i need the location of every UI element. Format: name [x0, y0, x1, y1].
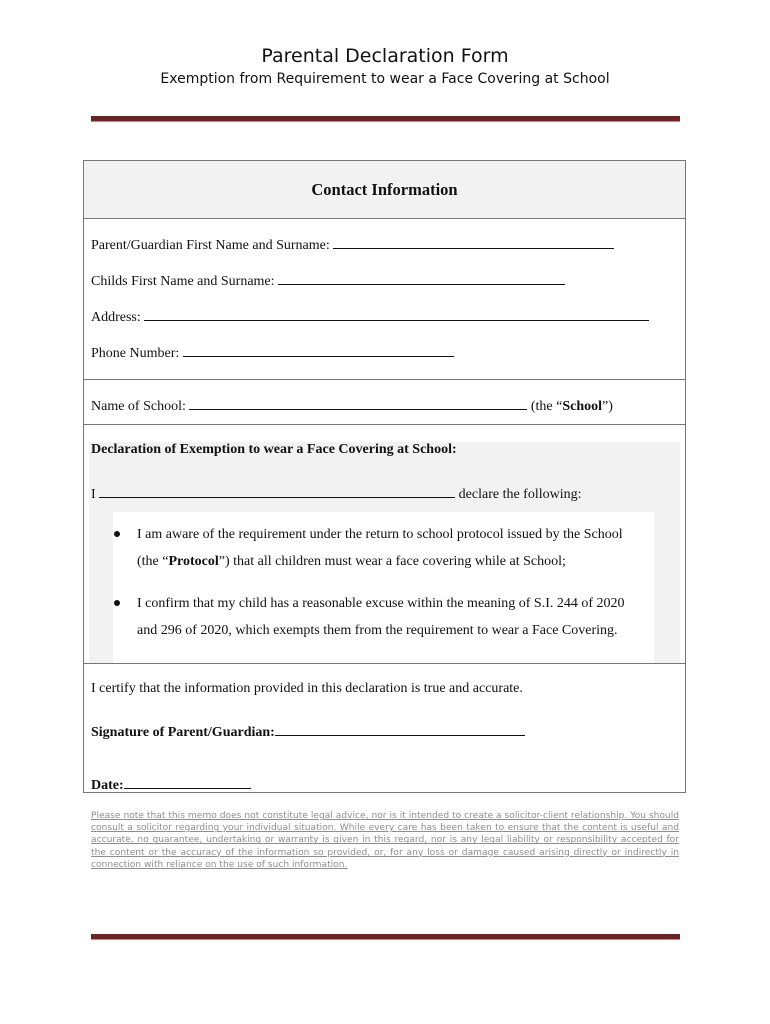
- bullet-1-close: ”) that all children must wear a face covering while at School;: [218, 554, 566, 569]
- signature-row: [91, 723, 525, 741]
- address-label: Address:: [91, 310, 141, 325]
- section-divider: [84, 424, 685, 425]
- child-name-field[interactable]: [278, 272, 565, 285]
- form-subtitle: Exemption from Requirement to wear a Face Covering at School: [160, 71, 610, 87]
- declaration-heading: Declaration of Exemption to wear a Face Covering at School:: [91, 442, 457, 457]
- declaration-bullet-1: [137, 521, 672, 575]
- form-title: Parental Declaration Form: [261, 45, 509, 67]
- date-field[interactable]: [124, 776, 251, 789]
- parent-name-field[interactable]: [333, 236, 614, 249]
- date-row: [91, 776, 251, 794]
- declare-text: declare the following:: [458, 487, 582, 502]
- declare-row: [91, 485, 582, 503]
- phone-field[interactable]: [183, 344, 454, 357]
- address-field[interactable]: [144, 308, 649, 321]
- signature-field[interactable]: [275, 723, 525, 736]
- bullet-1-line-2: [137, 548, 672, 575]
- school-name-field[interactable]: [189, 397, 527, 410]
- parent-name-row: [91, 236, 614, 254]
- child-name-row: [91, 272, 565, 290]
- school-label: Name of School:: [91, 399, 186, 414]
- school-suffix-bold: School: [562, 399, 603, 414]
- i-label: I: [91, 487, 96, 502]
- certify-text: I certify that the information provided in this declaration is true and accurate.: [91, 681, 523, 696]
- declarant-name-field[interactable]: [99, 485, 455, 498]
- address-row: [91, 308, 649, 326]
- signature-colon: :: [270, 725, 275, 740]
- section-divider: [84, 663, 685, 664]
- date-label: Date:: [91, 778, 124, 793]
- school-row: [91, 397, 613, 415]
- parent-name-label: Parent/Guardian First Name and Surname:: [91, 238, 330, 253]
- school-suffix-close: ”): [602, 399, 613, 414]
- school-suffix-open: (the “: [530, 399, 563, 414]
- bullet-1-line-1: I am aware of the requirement under the return to school protocol issued by the School: [137, 527, 623, 542]
- bullet-2-line-2: and 296 of 2020, which exempts them from the requirement to wear a Face Covering.: [137, 623, 618, 638]
- declaration-bullet-2: [137, 590, 672, 644]
- child-name-label: Childs First Name and Surname:: [91, 274, 275, 289]
- bullet-icon: [114, 600, 120, 606]
- phone-label: Phone Number:: [91, 346, 180, 361]
- signature-label: Signature of Parent/Guardian: [91, 725, 271, 740]
- phone-row: [91, 344, 454, 362]
- bullet-1-bold: Protocol: [168, 554, 219, 569]
- legal-disclaimer: Please note that this memo does not constitute legal advice, nor is it intended to create a solicitor-client relationship. You should consult a solicitor regarding your individual situation. While every care has been taken to ensure that the content is useful and accurate, no guarantee, undertaking or warranty is given in this regard, nor is any legal liability or responsibility accepted for the content or the accuracy of the information so provided, or, for any loss or damage caused arising directly or indirectly in connection with reliance on the use of such information.: [91, 811, 679, 870]
- section-divider: [84, 379, 685, 380]
- bullet-icon: [114, 531, 120, 537]
- declaration-form: [83, 160, 686, 793]
- bullet-1-open: (the “: [137, 554, 169, 569]
- bottom-divider: [91, 934, 680, 940]
- contact-info-heading: Contact Information: [84, 161, 685, 219]
- top-divider: [91, 116, 680, 122]
- bullet-2-line-1: I confirm that my child has a reasonable excuse within the meaning of S.I. 244 of 2020: [137, 596, 625, 611]
